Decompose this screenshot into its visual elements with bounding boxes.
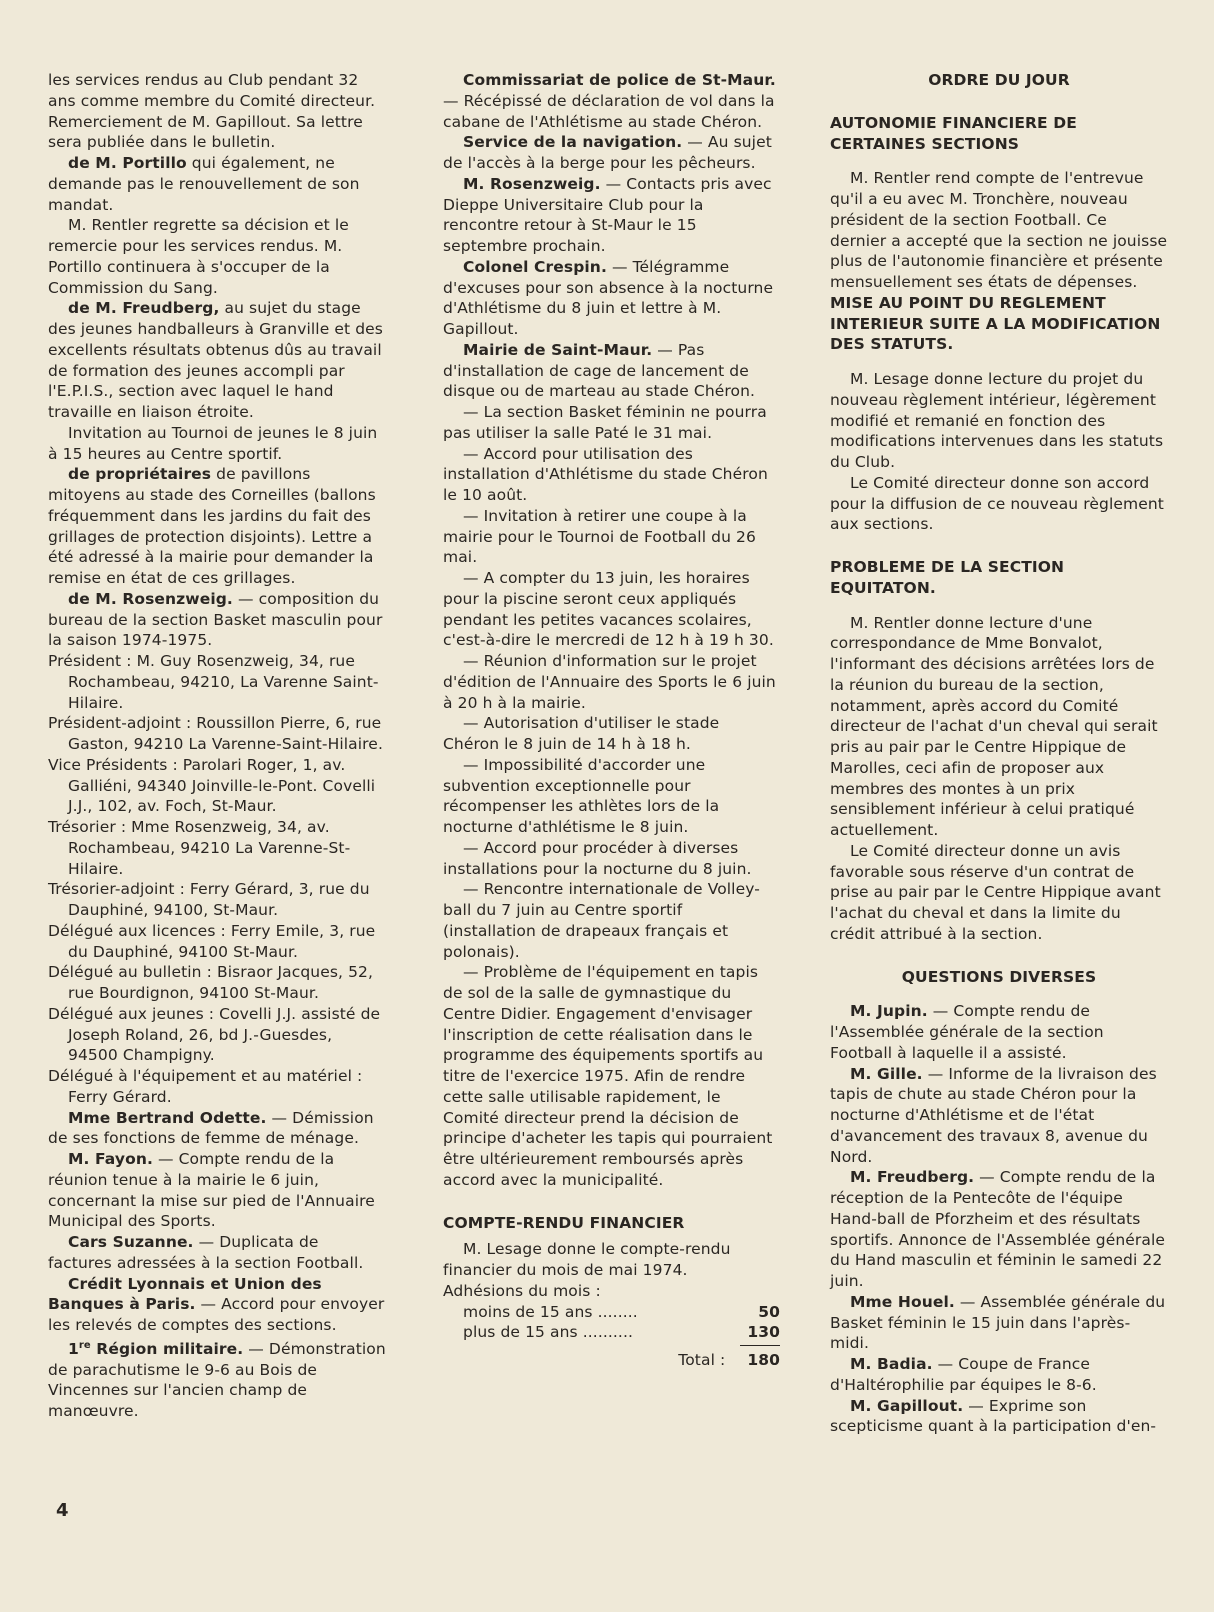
speaker: de M. Freudberg, xyxy=(68,299,220,318)
paragraph xyxy=(443,174,780,257)
list-item: — Impossibilité d'accorder une subvention exceptionnelle pour récompenser les athlètes lors de la nocturne d'athlétisme le 8 juin. xyxy=(443,755,720,836)
section-heading: QUESTIONS DIVERSES xyxy=(901,967,1097,986)
text: — Assemblée générale du Basket féminin le 15 juin dans l'après-midi. xyxy=(830,1292,1166,1353)
total-label: Total : xyxy=(678,1351,726,1369)
list-item: — Rencontre internationale de Volley-ball du 7 juin au Centre sportif (installation de drapeaux français et polonais). xyxy=(443,880,760,961)
speaker: de M. Rosenzweig. xyxy=(68,589,233,608)
list-item: — Réunion d'information sur le projet d'édition de l'Annuaire des Sports le 6 juin à 20 h à la mairie. xyxy=(443,652,776,712)
paragraph: M. Lesage donne le compte-rendu financier du mois de mai 1974. xyxy=(443,1240,731,1279)
text: — Accord pour envoyer les relevés de comptes des sections. xyxy=(48,1295,385,1334)
paragraph xyxy=(443,257,780,340)
paragraph xyxy=(48,589,386,651)
finance-total-row xyxy=(443,1350,780,1371)
list-item: — Accord pour procéder à diverses installations pour la nocturne du 8 juin. xyxy=(443,838,752,878)
text: — Compte rendu de la réunion tenue à la mairie le 6 juin, concernant la mise sur pied de l'Annuaire Municipal des Sports. xyxy=(48,1150,375,1231)
section-heading: COMPTE-RENDU FINANCIER xyxy=(443,1213,685,1232)
bureau-entry: Vice Présidents : Parolari Roger, 1, av. Galliéni, 94340 Joinville-le-Pont. Covelli J.J., 102, av. Foch, St-Maur. xyxy=(48,755,376,816)
text: — Démonstration de parachutisme le 9-6 au Bois de Vincennes sur l'ancien champ de manœuvre. xyxy=(48,1339,386,1421)
bureau-entry: Trésorier : Mme Rosenzweig, 34, av. Rochambeau, 94210 La Varenne-St-Hilaire. xyxy=(48,818,351,878)
column-1 xyxy=(48,70,386,1422)
paragraph: M. Rentler donne lecture d'une correspondance de Mme Bonvalot, l'informant des décisions arrêtées lors de la réunion du bureau de la section, notamment, après accord du Comité directeur de l'achat d'un cheval qui serait pris au pair par le Centre Hippique de Marolles, ceci afin de proposer aux membres des montes à un prix sensiblement inférieur à celui pratiqué actuellement. xyxy=(830,613,1158,839)
paragraph: M. Rentler rend compte de l'entrevue qu'il a eu avec M. Tronchère, nouveau président de la section Football. Ce dernier a accepté que la section ne jouisse plus de l'autonomie financière et présente mensuellement ses états de dépenses. xyxy=(830,169,1168,291)
finance-label: plus de 15 ans .......... xyxy=(463,1323,634,1342)
adhesions-label: Adhésions du mois : xyxy=(443,1281,601,1300)
text: — Télégramme d'excuses pour son absence à la nocturne d'Athlétisme du 8 juin et lettre à M. Gapillout. xyxy=(443,257,774,338)
paragraph xyxy=(443,132,780,174)
paragraph xyxy=(48,298,386,423)
text: — Pas d'installation de cage de lancement de disque ou de marteau au stade Chéron. xyxy=(443,340,756,401)
paragraph xyxy=(830,1064,1168,1168)
text: — Compte rendu de la réception de la Pentecôte de l'équipe Hand-ball de Pforzheim et des résultats sportifs. Annonce de l'Assemblée générale du Hand masculin et féminin le samedi 22 juin. xyxy=(830,1168,1166,1290)
text: — Démission de ses fonctions de femme de ménage. xyxy=(48,1108,374,1148)
paragraph xyxy=(48,1336,386,1422)
paragraph xyxy=(443,340,780,402)
paragraph: M. Rentler regrette sa décision et le remercie pour les services rendus. M. Portillo continuera à s'occuper de la Commission du Sang. xyxy=(48,216,349,297)
paragraph xyxy=(443,70,780,132)
list-item: — Problème de l'équipement en tapis de sol de la salle de gymnastique du Centre Didier. Engagement d'envisager l'inscription de cette réalisation dans le programme des équipements sportifs au titre de l'exercice 1975. Afin de rendre cette salle utilisable rapidement, le Comité directeur prend la décision de principe d'acheter les tapis qui pourraient être ultérieurement remboursés après accord avec la municipalité. xyxy=(443,963,773,1189)
list-item: — Invitation à retirer une coupe à la mairie pour le Tournoi de Football du 26 mai. xyxy=(443,506,756,567)
finance-label: moins de 15 ans ........ xyxy=(463,1302,638,1321)
text: — Récépissé de déclaration de vol dans la cabane de l'Athlétisme au stade Chéron. xyxy=(443,91,775,131)
speaker: M. Freudberg. xyxy=(850,1168,975,1187)
finance-row xyxy=(443,1302,780,1323)
paragraph xyxy=(48,1149,386,1232)
ordinal: 1 xyxy=(68,1339,79,1358)
finance-value: 130 xyxy=(747,1323,780,1342)
speaker: Crédit Lyonnais et Union des Banques à Paris. xyxy=(48,1274,322,1314)
page-number: 4 xyxy=(56,1500,69,1521)
speaker-name: Région militaire. xyxy=(90,1339,244,1358)
paragraph xyxy=(830,1354,1168,1396)
list-item: — A compter du 13 juin, les horaires pour la piscine seront ceux appliqués pendant les petites vacances scolaires, c'est-à-dire le mercredi de 12 h à 19 h 30. xyxy=(443,569,774,650)
paragraph xyxy=(830,1292,1168,1354)
paragraph: Le Comité directeur donne un avis favorable sous réserve d'un contrat de prise au pair par le Centre Hippique avant l'achat du cheval et dans la limite du crédit attribué à la section. xyxy=(830,841,1161,943)
speaker: M. Gapillout. xyxy=(850,1396,964,1415)
text: — Duplicata de factures adressées à la section Football. xyxy=(48,1233,364,1272)
paragraph: M. Lesage donne lecture du projet du nouveau règlement intérieur, légèrement modifié et remanié en fonction des modifications intervenues dans les statuts du Club. xyxy=(830,370,1164,471)
list-item: — Accord pour utilisation des installation d'Athlétisme du stade Chéron le 10 août. xyxy=(443,444,768,504)
text: de pavillons mitoyens au stade des Corneilles (ballons fréquemment dans les jardins du fait des grillages de protection disjoints). Lettre a été adressé à la mairie pour demander la remise en état de ces grillages. xyxy=(48,465,376,587)
total-value: 180 xyxy=(747,1351,780,1369)
column-3 xyxy=(830,70,1168,1437)
speaker: M. Rosenzweig. xyxy=(463,174,601,193)
bureau-entry: Trésorier-adjoint : Ferry Gérard, 3, rue du Dauphiné, 94100, St-Maur. xyxy=(48,880,370,919)
text: — Coupe de France d'Haltérophilie par équipes le 8-6. xyxy=(830,1355,1097,1394)
speaker: M. Jupin. xyxy=(850,1002,928,1021)
text: — Contacts pris avec Dieppe Universitaire Club pour la rencontre retour à St-Maur le 15 septembre prochain. xyxy=(443,174,772,255)
paragraph: Invitation au Tournoi de jeunes le 8 juin à 15 heures au Centre sportif. xyxy=(48,423,378,463)
list-item: — Autorisation d'utiliser le stade Chéron le 8 juin de 14 h à 18 h. xyxy=(443,714,720,753)
bureau-entry: Président : M. Guy Rosenzweig, 34, rue Rochambeau, 94210, La Varenne Saint-Hilaire. xyxy=(48,652,379,712)
bureau-entry: Délégué aux jeunes : Covelli J.J. assisté de Joseph Roland, 26, bd J.-Guesdes, 94500 Champigny. xyxy=(48,1004,381,1065)
paragraph xyxy=(830,1396,1168,1438)
speaker: Mme Houel. xyxy=(850,1292,955,1311)
speaker: Colonel Crespin. xyxy=(463,257,607,276)
bureau-entry: Délégué aux licences : Ferry Emile, 3, rue du Dauphiné, 94100 St-Maur. xyxy=(48,921,376,961)
text: — Exprime son scepticisme quant à la participation d'en- xyxy=(830,1396,1157,1436)
text: — composition du bureau de la section Basket masculin pour la saison 1974-1975. xyxy=(48,589,383,650)
speaker: M. Badia. xyxy=(850,1355,933,1373)
speaker: M. Gille. xyxy=(850,1064,923,1083)
section-heading: MISE AU POINT DU REGLEMENT INTERIEUR SUITE A LA MODIFICATION DES STATUTS. xyxy=(830,293,1161,354)
text: qui également, ne demande pas le renouvellement de son mandat. xyxy=(48,154,360,214)
finance-value: 50 xyxy=(758,1302,780,1321)
speaker xyxy=(68,1340,243,1358)
speaker: de propriétaires xyxy=(68,465,212,484)
bureau-entry: Délégué à l'équipement et au matériel : Ferry Gérard. xyxy=(48,1067,363,1106)
paragraph xyxy=(830,1167,1168,1292)
text: au sujet du stage des jeunes handballeurs à Granville et des excellents résultats obtenus dûs au travail de formation des jeunes accompli par l'E.P.I.S., section avec laquel le hand travaille en liaison étroite. xyxy=(48,299,383,421)
text: — Au sujet de l'accès à la berge pour les pêcheurs. xyxy=(443,133,772,172)
list-item: — La section Basket féminin ne pourra pas utiliser la salle Paté le 31 mai. xyxy=(443,403,767,442)
speaker: Mairie de Saint-Maur. xyxy=(463,340,653,359)
speaker: M. Fayon. xyxy=(68,1150,153,1168)
column-2 xyxy=(443,70,780,1371)
bureau-entry: Président-adjoint : Roussillon Pierre, 6, rue Gaston, 94210 La Varenne-Saint-Hilaire. xyxy=(48,714,383,753)
speaker: de M. Portillo xyxy=(68,154,187,172)
speaker: Commissariat de police de St-Maur. xyxy=(463,71,776,89)
paragraph xyxy=(830,1001,1168,1063)
bureau-entry: Délégué au bulletin : Bisraor Jacques, 52, rue Bourdignon, 94100 St-Maur. xyxy=(48,963,374,1002)
speaker: Service de la navigation. xyxy=(463,133,683,152)
text: — Informe de la livraison des tapis de chute au stade Chéron pour la nocturne d'Athlétisme et de l'état d'avancement des travaux 8, avenue du Nord. xyxy=(830,1064,1157,1166)
text: — Compte rendu de l'Assemblée générale de la section Football à laquelle il a assisté. xyxy=(830,1002,1104,1062)
section-heading: AUTONOMIE FINANCIERE DE CERTAINES SECTIONS xyxy=(830,113,1077,153)
speaker: Mme Bertrand Odette. xyxy=(68,1108,267,1127)
paragraph xyxy=(48,153,386,215)
paragraph xyxy=(48,1232,386,1274)
finance-row xyxy=(443,1322,780,1343)
speaker: Cars Suzanne. xyxy=(68,1233,194,1251)
paragraph xyxy=(48,1108,386,1150)
paragraph: Le Comité directeur donne son accord pour la diffusion de ce nouveau règlement aux sections. xyxy=(830,473,1164,534)
ordinal-suffix: re xyxy=(78,1339,91,1351)
sum-rule xyxy=(740,1345,780,1346)
paragraph: les services rendus au Club pendant 32 ans comme membre du Comité directeur. Remerciement de M. Gapillout. Sa lettre sera publiée dans le bulletin. xyxy=(48,71,376,152)
section-heading: PROBLEME DE LA SECTION EQUITATON. xyxy=(830,558,1065,597)
section-heading: ORDRE DU JOUR xyxy=(928,71,1070,89)
paragraph xyxy=(48,1274,386,1336)
paragraph xyxy=(48,464,386,589)
